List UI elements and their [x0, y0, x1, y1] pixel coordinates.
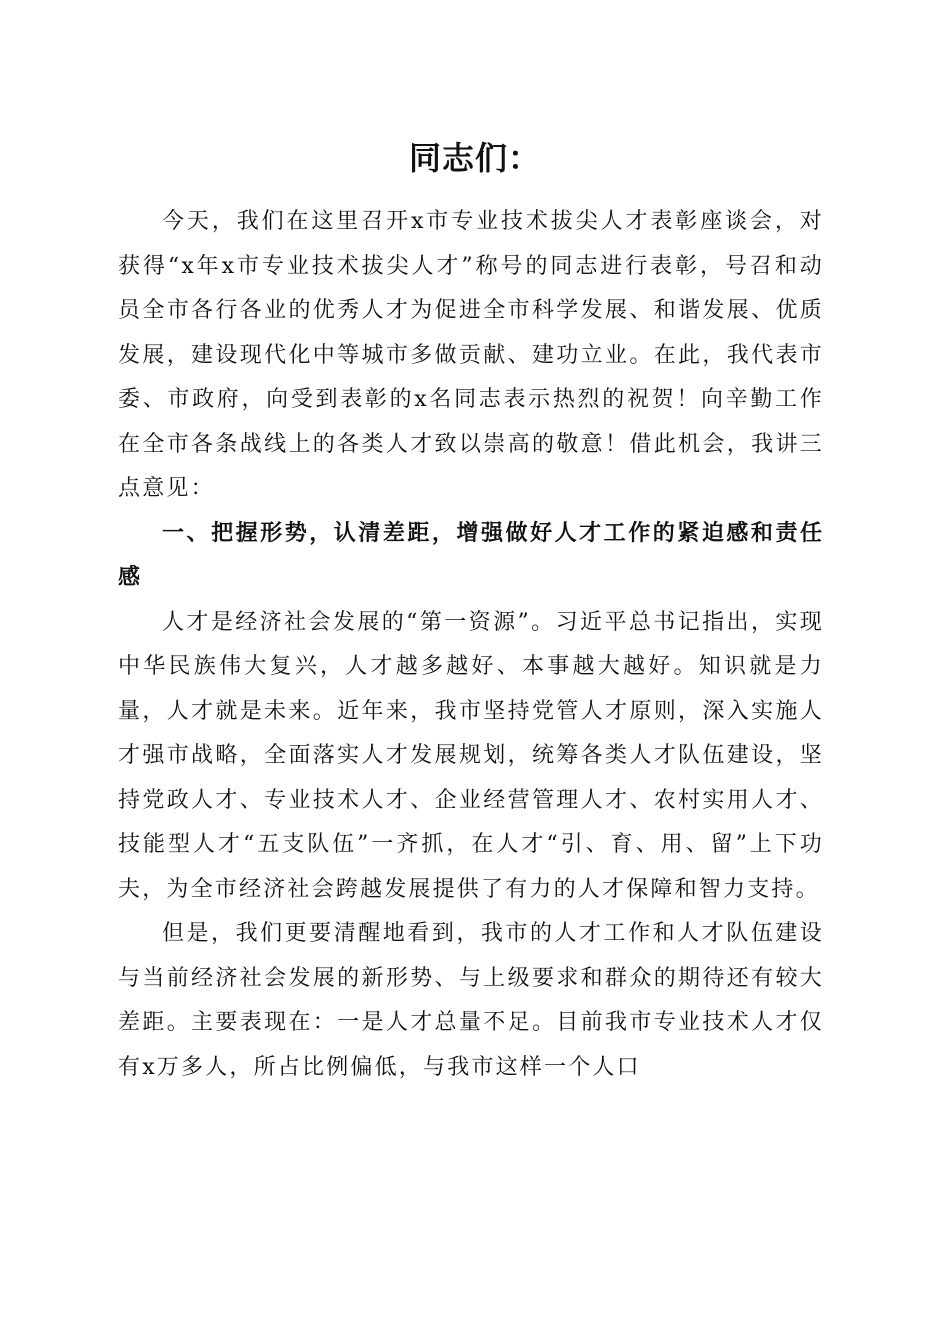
opening-paragraph: 今天，我们在这里召开x市专业技术拔尖人才表彰座谈会，对获得“x年x市专业技术拔尖人才”称号的同志进行表彰，号召和动员全市各行各业的优秀人才为促进全市科学发展、和谐发展、优质发展，建设现代化中等城市多做贡献、建功立业。在此，我代表市委、市政府，向受到表彰的x名同志表示热烈的祝贺！向辛勤工作在全市各条战线上的各类人才致以崇高的敬意！借此机会，我讲三点意见： [118, 209, 824, 501]
talent-paragraph: 人才是经济社会发展的“第一资源”。习近平总书记指出，实现中华民族伟大复兴，人才越多越好、本事越大越好。知识就是力量，人才就是未来。近年来，我市坚持党管人才原则，深入实施人才强市战略，全面落实人才发展规划，统筹各类人才队伍建设，坚持党政人才、专业技术人才、企业经营管理人才、农村实用人才、技能型人才“五支队伍”一齐抓，在人才“引、育、用、留”上下功夫，为全市经济社会跨越发展提供了有力的人才保障和智力支持。 [118, 609, 824, 902]
document-body [118, 200, 824, 1090]
gap-paragraph: 但是，我们更要清醒地看到，我市的人才工作和人才队伍建设与当前经济社会发展的新形势、与上级要求和群众的期待还有较大差距。主要表现在：一是人才总量不足。目前我市专业技术人才仅有x万多人，所占比例偏低，与我市这样一个人口 [118, 921, 824, 1080]
section-heading-1: 一、把握形势，认清差距，增强做好人才工作的紧迫感和责任感 [118, 520, 824, 590]
salutation-title: 同志们： [408, 139, 541, 177]
